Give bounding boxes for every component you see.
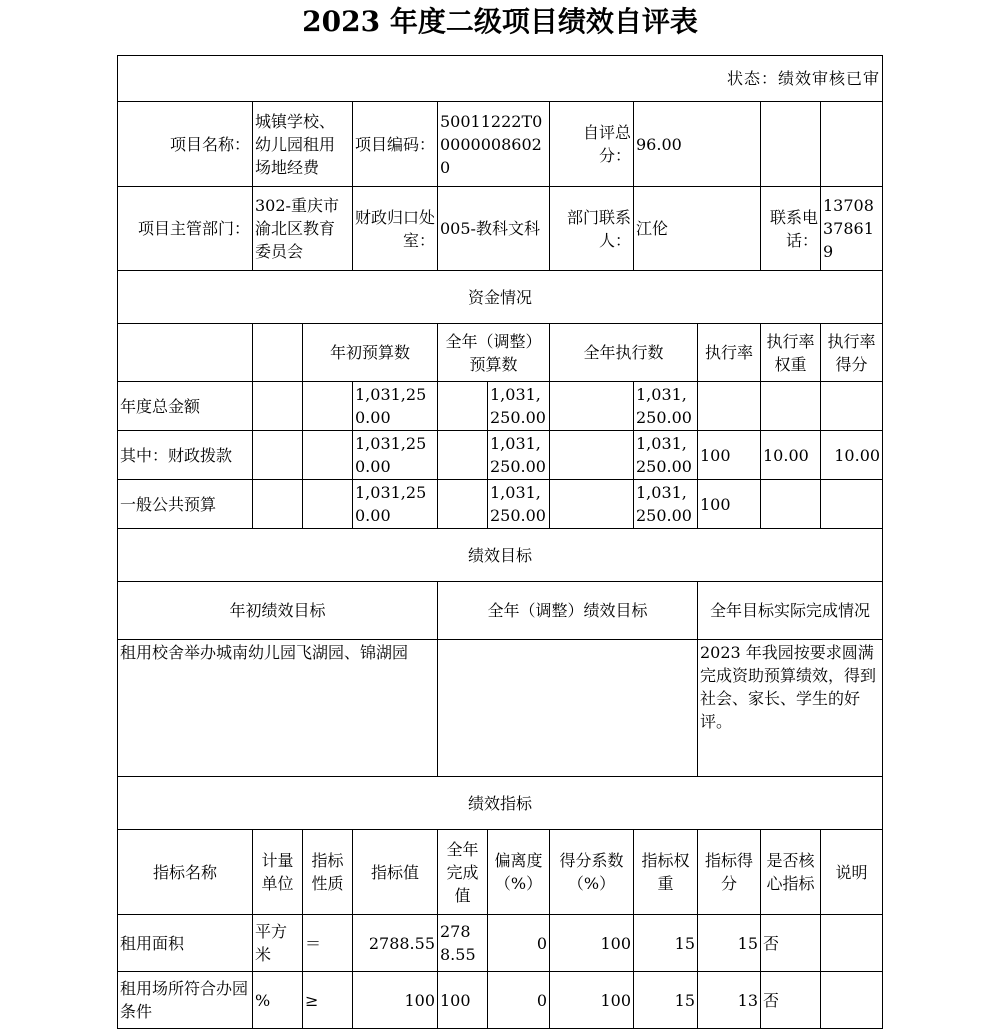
funds-weight: 10.00 bbox=[761, 431, 821, 480]
ind-coef: 100 bbox=[550, 972, 634, 1029]
empty-cell bbox=[253, 324, 303, 382]
ind-deviation: 0 bbox=[488, 972, 550, 1029]
funds-executed: 1,031,250.00 bbox=[634, 480, 698, 529]
funds-adjusted: 1,031,250.00 bbox=[488, 480, 550, 529]
funds-executed: 1,031,250.00 bbox=[634, 382, 698, 431]
finance-value: 005-教科文科 bbox=[438, 187, 550, 271]
empty-cell bbox=[550, 480, 634, 529]
funds-initial: 1,031,250.00 bbox=[353, 382, 438, 431]
empty-cell bbox=[438, 382, 488, 431]
goals-initial-text: 租用校舍举办城南幼儿园飞湖园、锦湖园 bbox=[118, 640, 438, 777]
ind-header-nature: 指标性质 bbox=[303, 830, 353, 915]
dept-value: 302-重庆市渝北区教育委员会 bbox=[253, 187, 353, 271]
ind-nature: ＝ bbox=[303, 915, 353, 972]
page-title: 2023 年度二级项目绩效自评表 bbox=[302, 5, 698, 38]
funds-header-weight: 执行率权重 bbox=[761, 324, 821, 382]
ind-header-done: 全年完成值 bbox=[438, 830, 488, 915]
empty-cell bbox=[303, 480, 353, 529]
empty-cell bbox=[761, 102, 821, 187]
indicators-section-title: 绩效指标 bbox=[118, 777, 883, 830]
funds-score bbox=[821, 382, 883, 431]
goals-adjusted-text bbox=[438, 640, 698, 777]
ind-core: 否 bbox=[761, 972, 821, 1029]
ind-core: 否 bbox=[761, 915, 821, 972]
empty-cell bbox=[438, 431, 488, 480]
finance-label: 财政归口处室： bbox=[353, 187, 438, 271]
goals-actual-text: 2023 年我园按要求圆满完成资助预算绩效，得到社会、家长、学生的好评。 bbox=[698, 640, 883, 777]
ind-score: 15 bbox=[698, 915, 761, 972]
ind-value: 2788.55 bbox=[353, 915, 438, 972]
phone-value: 13708378619 bbox=[821, 187, 883, 271]
ind-header-note: 说明 bbox=[821, 830, 883, 915]
empty-cell bbox=[118, 324, 253, 382]
goals-header-actual: 全年目标实际完成情况 bbox=[698, 582, 883, 640]
funds-initial: 1,031,250.00 bbox=[353, 480, 438, 529]
evaluation-table bbox=[117, 55, 883, 1029]
funds-rate: 100 bbox=[698, 431, 761, 480]
ind-header-core: 是否核心指标 bbox=[761, 830, 821, 915]
empty-cell bbox=[438, 480, 488, 529]
ind-note bbox=[821, 915, 883, 972]
funds-header-initial: 年初预算数 bbox=[303, 324, 438, 382]
funds-rate bbox=[698, 382, 761, 431]
ind-name: 租用面积 bbox=[118, 915, 253, 972]
ind-name: 租用场所符合办园条件 bbox=[118, 972, 253, 1029]
goals-section-title: 绩效目标 bbox=[118, 529, 883, 582]
empty-cell bbox=[821, 102, 883, 187]
empty-cell bbox=[550, 382, 634, 431]
ind-weight: 15 bbox=[634, 915, 698, 972]
funds-section-title: 资金情况 bbox=[118, 271, 883, 324]
project-name: 城镇学校、幼儿园租用场地经费 bbox=[253, 102, 353, 187]
ind-unit: 平方米 bbox=[253, 915, 303, 972]
funds-executed: 1,031,250.00 bbox=[634, 431, 698, 480]
funds-weight bbox=[761, 382, 821, 431]
ind-header-name: 指标名称 bbox=[118, 830, 253, 915]
funds-header-rate: 执行率 bbox=[698, 324, 761, 382]
empty-cell bbox=[303, 431, 353, 480]
status-text: 状态：绩效审核已审 bbox=[118, 56, 883, 102]
goals-header-adjusted: 全年（调整）绩效目标 bbox=[438, 582, 698, 640]
funds-row-label: 年度总金额 bbox=[118, 382, 253, 431]
phone-label: 联系电话： bbox=[761, 187, 821, 271]
project-code: 50011222T000000086020 bbox=[438, 102, 550, 187]
self-score: 96.00 bbox=[634, 102, 761, 187]
funds-header-executed: 全年执行数 bbox=[550, 324, 698, 382]
ind-deviation: 0 bbox=[488, 915, 550, 972]
goals-header-initial: 年初绩效目标 bbox=[118, 582, 438, 640]
funds-initial: 1,031,250.00 bbox=[353, 431, 438, 480]
contact-value: 江伦 bbox=[634, 187, 761, 271]
ind-coef: 100 bbox=[550, 915, 634, 972]
ind-score: 13 bbox=[698, 972, 761, 1029]
ind-header-deviation: 偏离度（%） bbox=[488, 830, 550, 915]
funds-adjusted: 1,031,250.00 bbox=[488, 382, 550, 431]
empty-cell bbox=[303, 382, 353, 431]
ind-done: 2788.55 bbox=[438, 915, 488, 972]
score-label: 自评总分： bbox=[550, 102, 634, 187]
funds-header-score: 执行率得分 bbox=[821, 324, 883, 382]
funds-score bbox=[821, 480, 883, 529]
empty-cell bbox=[253, 480, 303, 529]
ind-unit: % bbox=[253, 972, 303, 1029]
ind-header-score: 指标得分 bbox=[698, 830, 761, 915]
project-name-label: 项目名称： bbox=[118, 102, 253, 187]
funds-weight bbox=[761, 480, 821, 529]
ind-header-unit: 计量单位 bbox=[253, 830, 303, 915]
funds-row-label: 一般公共预算 bbox=[118, 480, 253, 529]
funds-adjusted: 1,031,250.00 bbox=[488, 431, 550, 480]
ind-done: 100 bbox=[438, 972, 488, 1029]
empty-cell bbox=[550, 431, 634, 480]
empty-cell bbox=[253, 382, 303, 431]
ind-header-weight: 指标权重 bbox=[634, 830, 698, 915]
ind-header-coef: 得分系数（%） bbox=[550, 830, 634, 915]
funds-header-adjusted: 全年（调整）预算数 bbox=[438, 324, 550, 382]
ind-note bbox=[821, 972, 883, 1029]
funds-row-label: 其中：财政拨款 bbox=[118, 431, 253, 480]
dept-label: 项目主管部门： bbox=[118, 187, 253, 271]
contact-label: 部门联系人： bbox=[550, 187, 634, 271]
ind-value: 100 bbox=[353, 972, 438, 1029]
ind-header-value: 指标值 bbox=[353, 830, 438, 915]
funds-score: 10.00 bbox=[821, 431, 883, 480]
ind-nature: ≥ bbox=[303, 972, 353, 1029]
empty-cell bbox=[253, 431, 303, 480]
funds-rate: 100 bbox=[698, 480, 761, 529]
ind-weight: 15 bbox=[634, 972, 698, 1029]
project-code-label: 项目编码： bbox=[353, 102, 438, 187]
